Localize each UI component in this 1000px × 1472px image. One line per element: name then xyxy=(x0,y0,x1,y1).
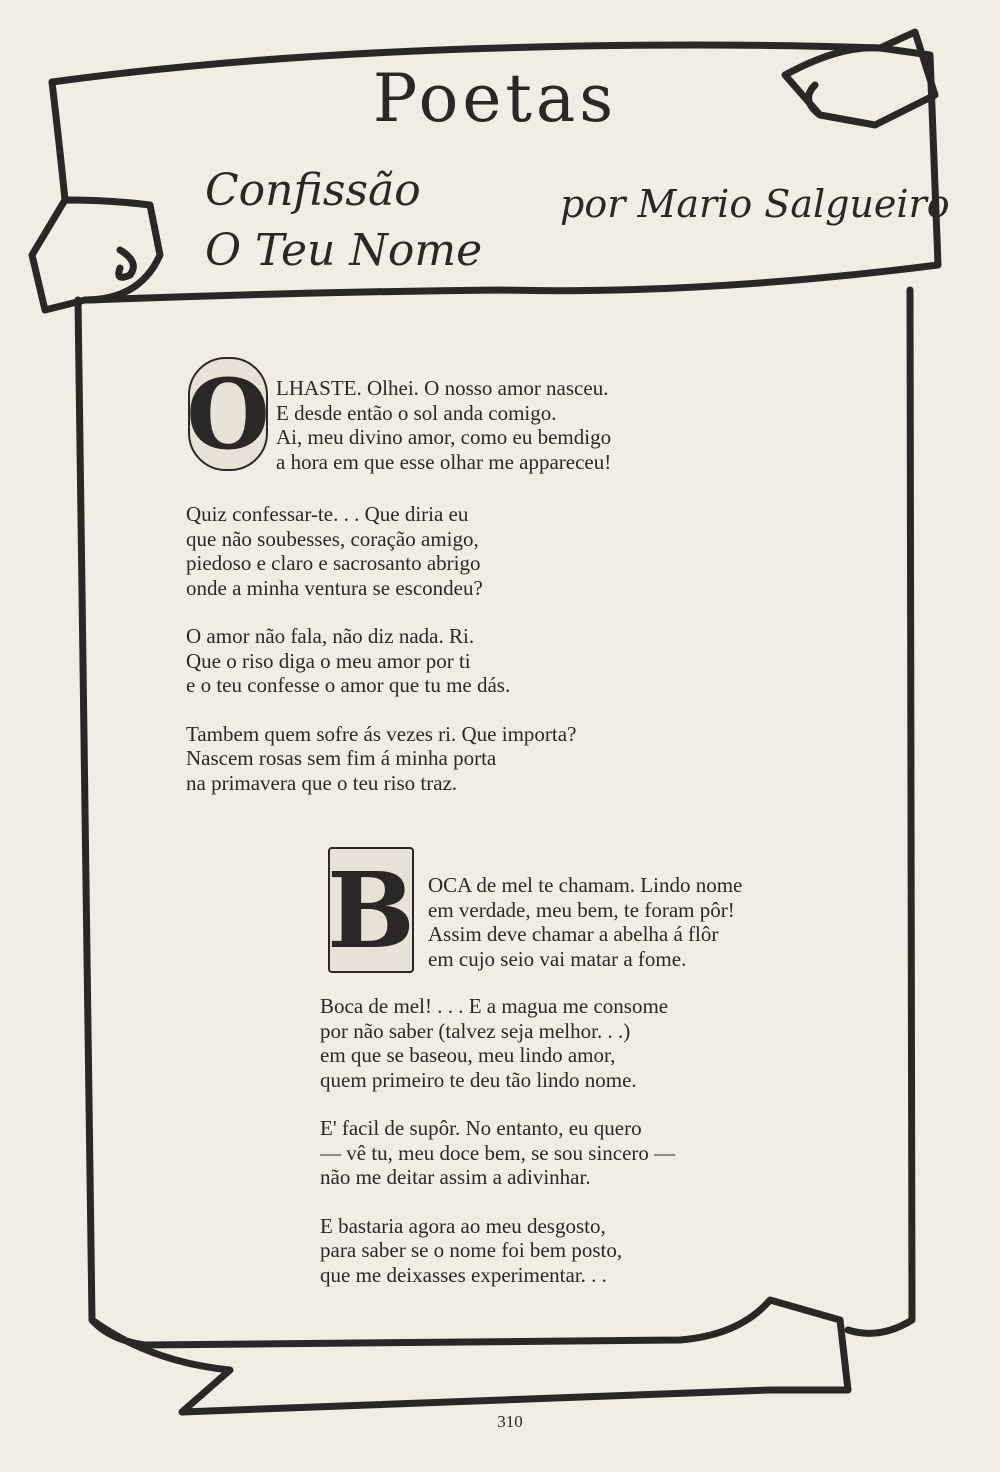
poem-line: E desde então o sol anda comigo. xyxy=(276,400,557,425)
poem1-body xyxy=(186,502,576,819)
poem1-first-stanza xyxy=(276,376,611,474)
poem-line: — vê tu, meu doce bem, se sou sincero — xyxy=(320,1140,676,1165)
stanza xyxy=(320,1116,675,1190)
poem2-first-stanza xyxy=(428,873,742,971)
poem-line: piedoso e claro e sacrosanto abrigo xyxy=(186,551,481,575)
poem-line: O amor não fala, não diz nada. Ri. xyxy=(186,624,475,648)
author-byline: por Mario Salgueiro xyxy=(560,182,950,226)
poem-line: não me deitar assim a adivinhar. xyxy=(320,1165,591,1189)
poem-title-2: O Teu Nome xyxy=(205,225,483,276)
poem-line: para saber se o nome foi bem posto, xyxy=(320,1238,623,1262)
drop-cap-b xyxy=(328,847,414,973)
poem-line: E bastaria agora ao meu desgosto, xyxy=(320,1213,606,1238)
stanza xyxy=(186,722,576,796)
poem-line: Ai, meu divino amor, como eu bemdigo xyxy=(276,425,612,449)
poem-line: E' facil de supôr. No entanto, eu quero xyxy=(320,1116,642,1140)
poem-line: Assim deve chamar a abelha á flôr xyxy=(428,922,719,946)
poem-line: a hora em que esse olhar me appareceu! xyxy=(276,449,612,474)
poem-line: que me deixasses experimentar. . . xyxy=(320,1262,607,1287)
poem-line: em verdade, meu bem, te foram pôr! xyxy=(428,897,735,922)
drop-cap-o xyxy=(188,357,268,471)
poem-line: por não saber (talvez seja melhor. . .) xyxy=(320,1018,631,1043)
poem-line: Boca de mel! . . . E a magua me consome xyxy=(320,994,669,1018)
poem-line: em que se baseou, meu lindo amor, xyxy=(320,1043,616,1067)
poem-line: na primavera que o teu riso traz. xyxy=(186,770,458,795)
poem-line: LHASTE. Olhei. O nosso amor nasceu. xyxy=(276,376,609,400)
poem2-body xyxy=(320,994,675,1311)
poem-line: e o teu confesse o amor que tu me dás. xyxy=(186,673,511,697)
section-title: Poetas xyxy=(372,60,618,137)
stanza xyxy=(320,1214,675,1288)
poem-line: em cujo seio vai matar a fome. xyxy=(428,946,687,971)
poem-line: Tambem quem sofre ás vezes ri. Que importa? xyxy=(186,721,577,746)
poem-line: que não soubesses, coração amigo, xyxy=(186,526,479,551)
poem-line: OCA de mel te chamam. Lindo nome xyxy=(428,873,743,897)
stanza xyxy=(320,994,675,1092)
poem-title-1: Confissão xyxy=(205,165,421,216)
stanza xyxy=(186,624,576,698)
drop-cap-letter: O xyxy=(186,357,270,471)
poem-line: onde a minha ventura se escondeu? xyxy=(186,575,483,600)
poem-line: Quiz confessar-te. . . Que diria eu xyxy=(186,502,469,526)
page-number: 310 xyxy=(497,1412,523,1431)
stanza xyxy=(186,502,576,600)
drop-cap-letter: B xyxy=(327,848,415,972)
poem-line: quem primeiro te deu tão lindo nome. xyxy=(320,1067,637,1092)
poem-line: Nascem rosas sem fim á minha porta xyxy=(186,746,497,770)
poem-line: Que o riso diga o meu amor por ti xyxy=(186,648,471,673)
